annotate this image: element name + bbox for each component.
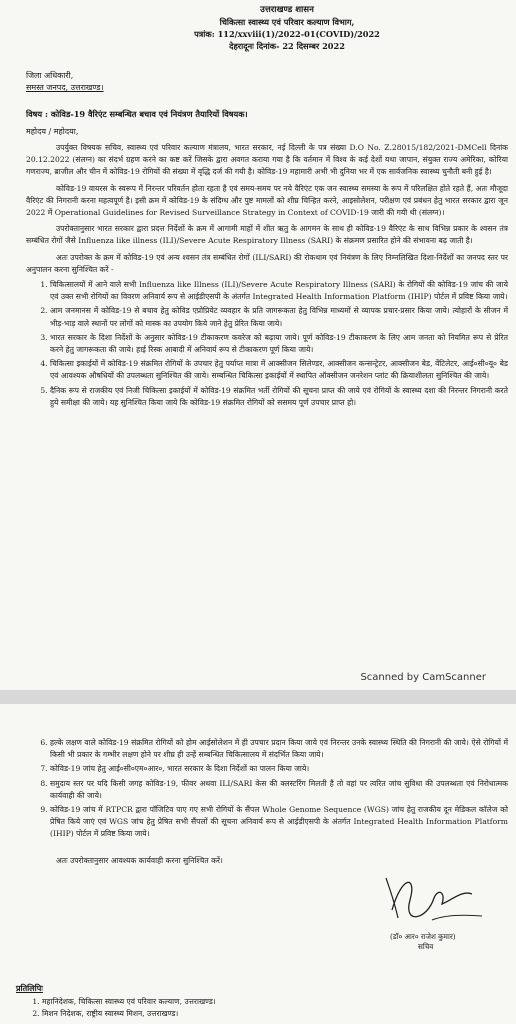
directive-item: 4. चिकित्सा इकाईयों में कोविड-19 संक्रमित रोगियों के उपचार हेतु पर्याप्त मात्रा में आक्सीजन सिलेण्डर, आक्सीजन कन्सन्ट्रेटर, आक्सीजन बेड, वेंटिलेटर, आई०सी०यू० बेड एवं आवश्यक औषधियों की उपलब्धता सुनिश्चित की जाये। सम्बन्धित चिकित्सा इकाईयों में स्थापित ऑक्सीजन जनरेशन प्लांट की क्रियाशीलता सुनिश्चित की जाये। — [50, 358, 508, 382]
reference-number: पत्रांक: 112/xxviii(1)/2022-01(COVID)/2022 — [194, 29, 380, 39]
copy-to-item: 1. महानिदेशक, चिकित्सा स्वास्थ्य एवं परिवार कल्याण, उत्तराखण्ड। — [42, 996, 216, 1008]
letter-date: देहरादूनः दिनांक- 22 दिसम्बर 2022 — [229, 41, 345, 51]
signatory-block — [390, 932, 456, 952]
signature-scribble — [372, 870, 492, 930]
directive-item: 2. आम जनमानस में कोविड-19 से बचाव हेतु कोविड एप्रोप्रियेट व्यवहार के प्रति जागरूकता हेतु विभिन्न माध्यमों से व्यापक प्रचार-प्रसार किया जाये। त्योहारों के सीजन में भीड़-भाड़ वाले स्थानों पर लोगों को मास्क का उपयोग किये जाने हेतु प्रेरित किया जाये। — [50, 305, 508, 329]
directive-item: 8. समुदाय स्तर पर यदि किसी जगह कोविड-19, फीवर अथवा ILI/SARI केस की क्लस्टरिंग मिलती है तो वहां पर त्वरित जांच सुविधा की उपलब्धता एवं निरोधात्मक कार्यवाही की जाये। — [50, 778, 508, 802]
directive-item: 9. कोविड-19 जांच में RTPCR द्वारा पॉजिटिव पाए गए सभी रोगियों के सैंपल Whole Genome Sequence (WGS) जांच हेतु राजकीय दून मेडिकल कॉलेज को प्रेषित किये जाएं एवं WGS जांच हेतु प्रेषित सभी सैंपलों की सूचना अनिवार्य रूप से आईडीएसपी के अंतर्गत Integrated Health Information Platform (IHIP) पोर्टल में प्रविष्ट किया जाये। — [50, 804, 508, 841]
addressee-line-1: जिला अधिकारी, — [26, 71, 74, 80]
addressee-line-2: समस्त जनपद, उत्तराखण्ड। — [26, 83, 104, 92]
salutation: महोदय / महोदया, — [26, 127, 79, 136]
closing-line: अतः उपरोक्तानुसार आवश्यक कार्यवाही करना सुनिश्चित करें। — [56, 855, 223, 865]
addressee — [26, 70, 508, 94]
letterhead — [66, 4, 508, 52]
directive-item: 7. कोविड-19 जांच हेतु आई०सी०एम०आर०, भारत सरकार के दिशा निर्देशों का पालन किया जाये। — [50, 763, 508, 775]
directive-item: 6. हल्के लक्षण वाले कोविड-19 संक्रमित रोगियों को होम आईसोलेशन में ही उपचार प्रदान किया जाये एवं निरन्तर उनके स्वास्थ्य स्थिति की निगरानी की जाये। ऐसे रोगियों में किसी भी प्रकार के गम्भीर लक्षण होने पर शीघ्र ही उन्हें सम्बन्धित चिकित्सालय में संदर्भित किया जाये। — [50, 737, 508, 761]
paragraph: कोविड-19 वायरस के स्वरूप में निरन्तर परिवर्तन होता रहता है एवं समय-समय पर नये वैरिएंट एक जन स्वास्थ्य समस्या के रूप में परिलक्षित होते रहते हैं, अतः मौजूदा वैरिएंट की निगरानी करना महत्वपूर्ण है। इसी क्रम में कोविड-19 के संदिग्ध और पुष्ट मामलों को शीघ्र चिन्हित करने, आइसोलेशन, परीक्षण एवं प्रबंधन हेतु भारत सरकार द्वारा जून 2022 में Operational Guidelines for Revised Surveillance Strategy in Context of COVID-19 जारी की गयी थी (संलग्न)। — [26, 183, 508, 218]
signatory-designation: सचिव — [418, 942, 434, 951]
paragraph: अतः उपरोक्त के क्रम में कोविड-19 एवं अन्य श्वसन तंत्र सम्बंधित रोगों (ILI/SARI) की रोकथाम एवं नियंत्रण के लिए निम्नलिखित दिशा-निर्देशों का जनपद स्तर पर अनुपालन करना सुनिश्चित करें - — [26, 252, 508, 274]
directive-item: 3. भारत सरकार के दिशा निर्देशों के अनुसार कोविड-19 टीकाकरण कवरेज को बढ़ाया जाये। पूर्ण कोविड-19 टीकाकरण के लिए आम जनता को नियमित रूप से प्रेरित करने हेतु जागरूकता की जाये। हाई रिस्क आबादी में अनिवार्य रूप से टीकाकरण पूर्ण किया जाये। — [50, 332, 508, 356]
paragraph: उपर्युक्त विषयक सचिव, स्वास्थ्य एवं परिवार कल्याण मंत्रालय, भारत सरकार, नई दिल्ली के पत्र संख्या D.O No. Z.28015/182/2021-DMCell दिनांक 20.12.2022 (संलग्न) का संदर्भ ग्रहण करने का कष्ट करें जिसके द्वारा अवगत कराया गया है कि वर्तमान में विश्व के कई देशों यथा जापान, संयुक्त राज्य अमेरिका, कोरिया गणराज्य, ब्राजील और चीन में कोविड-19 रोगियों की संख्या में वृद्धि दर्ज की गयी है। कोविड-19 महामारी अभी भी दुनिया भर में एक सार्वजनिक स्वास्थ्य चुनौती बनी हुई है। — [26, 143, 509, 177]
department-name: चिकित्सा स्वास्थ्य एवं परिवार कल्याण विभाग, — [219, 17, 355, 27]
paragraph: उपरोक्तानुसार भारत सरकार द्वारा प्रदत्त निर्देशों के क्रम में आगामी माहों में शीत ऋतु के आगमन के साथ ही कोविड-19 वैरिएंट के साथ विभिन्न प्रकार के श्वसन तंत्र सम्बंधित रोगों जैसे Influenza like illness (ILI)/Severe Acute Respiratory Illness (SARI) के संक्रमण प्रसारित होने की संभावना बढ़ जाती है। — [26, 224, 508, 246]
subject-line: विषय : कोविड-19 वैरिएंट सम्बन्धित बचाव एवं नियंत्रण तैयारियों विषयक। — [26, 109, 248, 119]
letter-page-2 — [0, 704, 516, 1024]
directive-item: 5. दैनिक रूप से राजकीय एवं निजी चिकित्सा इकाईयों में कोविड-19 संक्रमित भर्ती रोगियों की सूचना प्राप्त की जाये एवं रोगियों के स्वास्थ्य दशा की निरन्तर निगरानी करते हुये समीक्षा की जाये। यह सुनिश्चित किया जाये कि कोविड-19 संक्रमित रोगियों को ससमय पूर्ण उपचार प्राप्त हो। — [50, 385, 508, 409]
directives-list-2 — [26, 737, 508, 841]
government-name: उत्तराखण्ड शासन — [260, 5, 314, 15]
page-gap — [0, 690, 516, 704]
directive-item: 1. चिकित्सालयों में आने वाले सभी Influenza like Illness (ILI)/Severe Acute Respiratory Illness (SARI) के रोगियों की कोविड-19 जांच की जाये एवं उक्त सभी रोगियों का विवरण अनिवार्य रूप से आईडीएसपी के अंतर्गत Integrated Health Information Platform (IHIP) पोर्टल में प्रविष्ट किया जाये। — [50, 279, 508, 303]
signatory-name: (डॉ० आर० राजेश कुमार) — [390, 932, 456, 941]
copy-to-item: 2. मिशन निदेशक, राष्ट्रीय स्वास्थ्य मिशन, उत्तराखण्ड। — [42, 1008, 216, 1020]
copy-to-list — [16, 996, 216, 1020]
copy-to-section — [16, 982, 216, 1020]
scanner-watermark: Scanned by CamScanner — [360, 672, 486, 683]
copy-to-heading: प्रतिलिपिः — [16, 983, 43, 993]
directives-list-1 — [26, 279, 508, 409]
